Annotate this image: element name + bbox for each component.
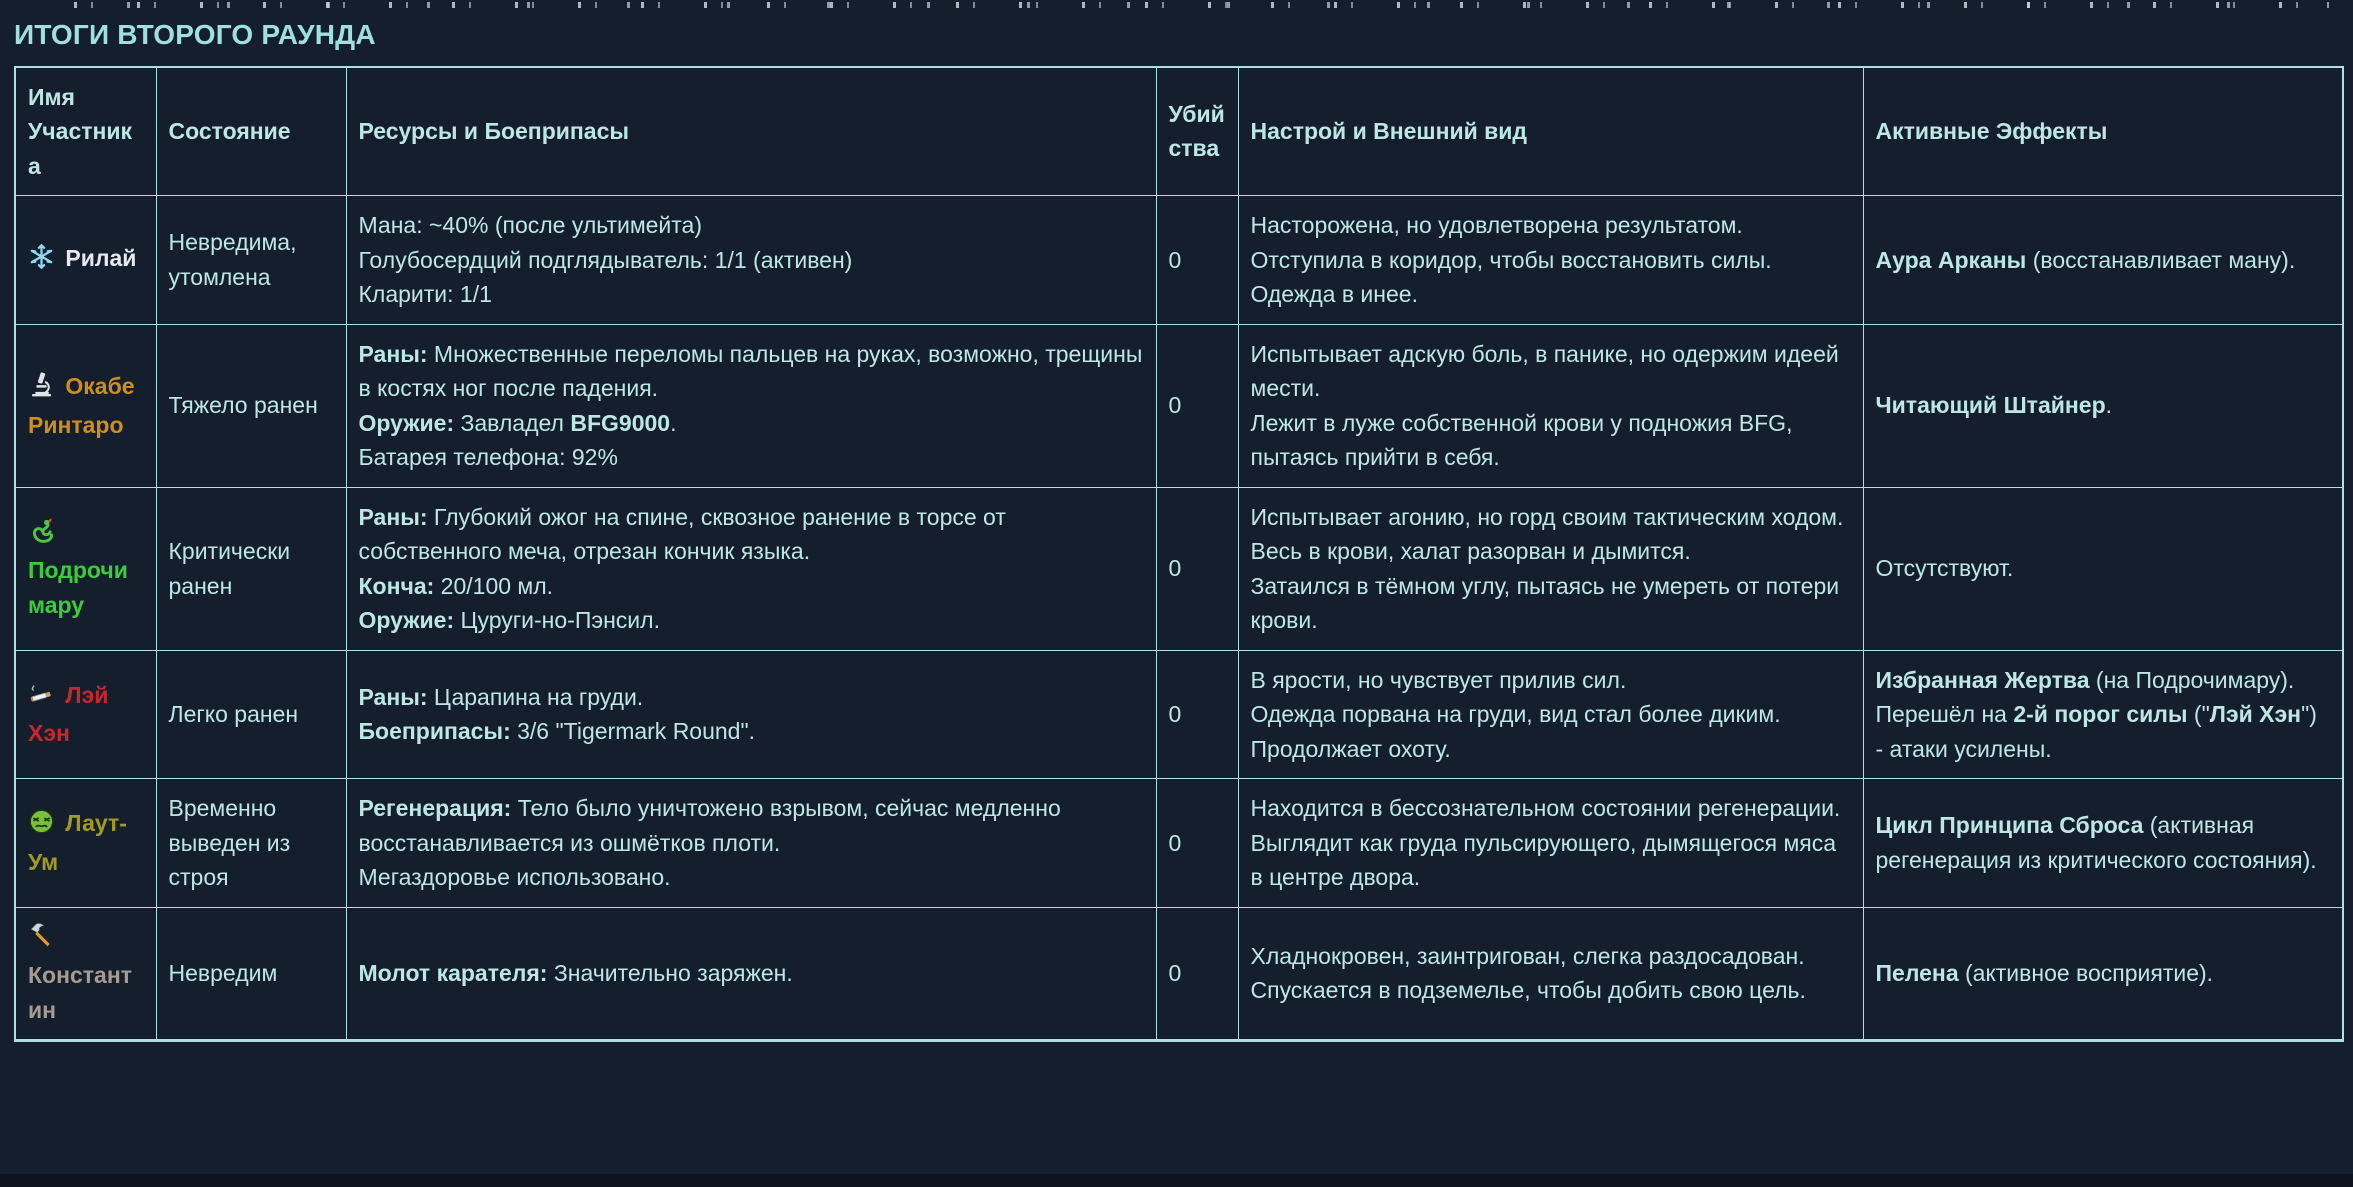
page-title: ИТОГИ ВТОРОГО РАУНДА [14,19,376,50]
participant-name: Лаут-Ум [28,810,127,875]
header-state: Состояние [156,67,346,196]
nauseated-face-icon [28,808,55,845]
kills-cell: 0 [1156,487,1238,650]
kills-cell: 0 [1156,650,1238,779]
resources-cell: Регенерация: Тело было уничтожено взрывом, сейчас медленно восстанавливается из ошмётков плоти. Мегаздоровье использовано. [346,779,1156,908]
effects-cell: Пелена (активное восприятие). [1863,907,2343,1041]
header-row [15,67,2343,196]
table-body [15,196,2343,1041]
table-row [15,650,2343,779]
table-row [15,779,2343,908]
effects-cell: Аура Арканы (восстанавливает ману). [1863,196,2343,325]
resources-cell: Раны: Глубокий ожог на спине, сквозное ранение в торсе от собственного меча, отрезан кончик языка. Конча: 20/100 мл. Оружие: Цуруги-но-Пэнсил. [346,487,1156,650]
participant-name: Лэй Хэн [28,681,109,747]
header-kills: Убийства [1156,67,1238,196]
participant-name: Подрочимару [28,557,128,618]
mood-cell: Испытывает адскую боль, в панике, но одержим идеей мести. Лежит в луже собственной крови у подножия BFG, пытаясь прийти в себя. [1238,324,1863,487]
effects-cell: Избранная Жертва (на Подрочимару). Перешёл на 2-й порог силы ("Лэй Хэн") - атаки усилены. [1863,650,2343,779]
name-cell [15,907,156,1041]
kills-cell: 0 [1156,196,1238,325]
cigarette-icon [28,680,55,717]
state-cell: Тяжело ранен [156,324,346,487]
hammer-icon [28,922,55,959]
state-cell: Невредима, утомлена [156,196,346,325]
name-cell [15,324,156,487]
name-cell [15,779,156,908]
microscope-icon [28,371,55,408]
header-effects: Активные Эффекты [1863,67,2343,196]
effects-cell: Отсутствуют. [1863,487,2343,650]
participant-name: Окабе Ринтаро [28,373,135,438]
resources-cell: Раны: Царапина на груди. Боеприпасы: 3/6 "Tigermark Round". [346,650,1156,779]
kills-cell: 0 [1156,779,1238,908]
effects-cell: Читающий Штайнер. [1863,324,2343,487]
header-participant-name: Имя Участника [15,67,156,196]
kills-cell: 0 [1156,907,1238,1041]
header-resources: Ресурсы и Боеприпасы [346,67,1156,196]
resources-cell: Мана: ~40% (после ультимейта) Голубосердций подглядыватель: 1/1 (активен) Кларити: 1/1 [346,196,1156,325]
table-row [15,907,2343,1041]
round-results-table [14,66,2344,1043]
state-cell: Критически ранен [156,487,346,650]
state-cell: Невредим [156,907,346,1041]
participant-name: Рилай [59,244,137,271]
effects-cell: Цикл Принципа Сброса (активная регенерация из критического состояния). [1863,779,2343,908]
participant-name: Константин [28,962,132,1023]
table-row [15,196,2343,325]
kills-cell: 0 [1156,324,1238,487]
snake-icon [28,517,55,554]
snowflake-icon [28,243,55,280]
mood-cell: Испытывает агонию, но горд своим тактическим ходом. Весь в крови, халат разорван и дымится. Затаился в тёмном углу, пытаясь не умереть от потери крови. [1238,487,1863,650]
resources-cell: Молот карателя: Значительно заряжен. [346,907,1156,1041]
mood-cell: Хладнокровен, заинтригован, слегка раздосадован. Спускается в подземелье, чтобы добить свою цель. [1238,907,1863,1041]
footer-strip [0,1174,2353,1187]
mood-cell: Насторожена, но удовлетворена результатом. Отступила в коридор, чтобы восстановить силы. Одежда в инее. [1238,196,1863,325]
state-cell: Временно выведен из строя [156,779,346,908]
table-row [15,487,2343,650]
table-row [15,324,2343,487]
mood-cell: В ярости, но чувствует прилив сил. Одежда порвана на груди, вид стал более диким. Продолжает охоту. [1238,650,1863,779]
resources-cell: Раны: Множественные переломы пальцев на руках, возможно, трещины в костях ног после падения. Оружие: Завладел BFG9000. Батарея телефона: 92% [346,324,1156,487]
name-cell [15,487,156,650]
clipped-text-line [30,2,2329,8]
name-cell [15,650,156,779]
state-cell: Легко ранен [156,650,346,779]
header-mood: Настрой и Внешний вид [1238,67,1863,196]
name-cell [15,196,156,325]
mood-cell: Находится в бессознательном состоянии регенерации. Выглядит как груда пульсирующего, дымящегося мяса в центре двора. [1238,779,1863,908]
